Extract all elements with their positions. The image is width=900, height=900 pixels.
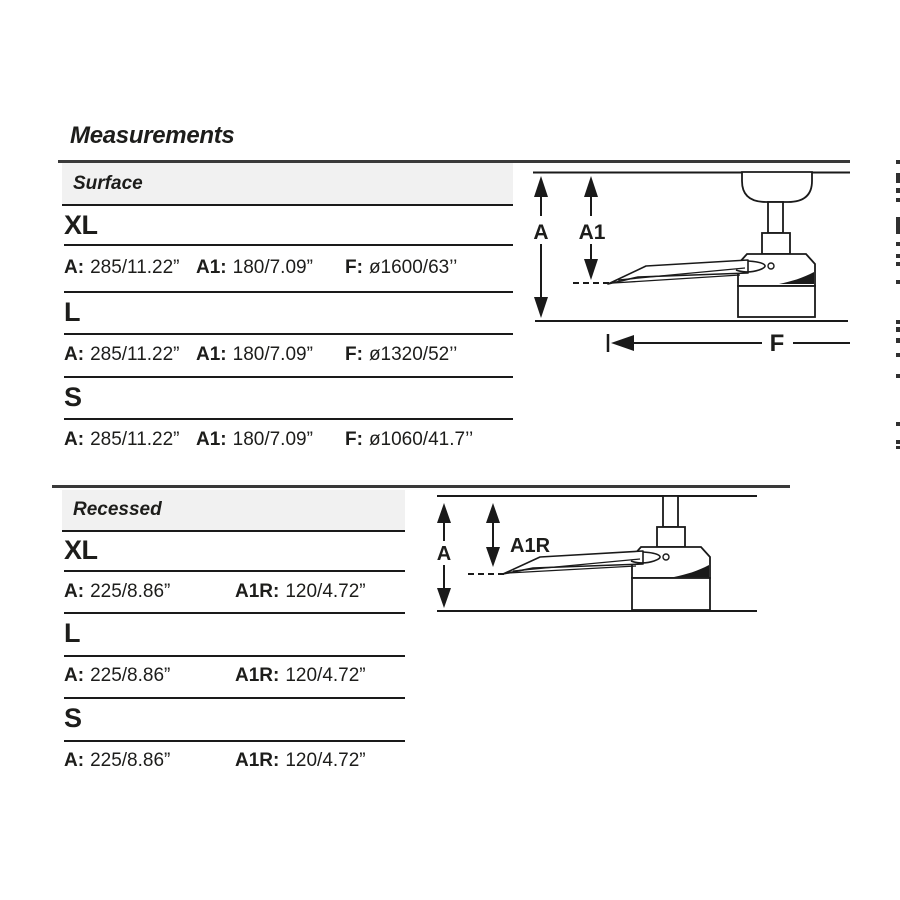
measurement (64, 665, 170, 687)
measurement (196, 257, 313, 279)
recessed-row-xl-values (62, 571, 405, 612)
cut-off-text-fragment (896, 198, 900, 202)
cut-off-text-fragment (896, 353, 900, 357)
recessed-row-s-values (62, 741, 405, 781)
cut-off-text-fragment (896, 173, 900, 183)
measurement (64, 581, 170, 603)
measurement (345, 257, 457, 279)
measurement (345, 344, 457, 366)
surface-section-title: Surface (73, 172, 143, 194)
ceiling-fan-surface-drawing (608, 172, 815, 317)
size-label: XL (64, 534, 98, 565)
measurement-value: 180/7.09” (232, 257, 313, 278)
cut-off-text-fragment (896, 338, 900, 343)
measurement (64, 750, 170, 772)
surface-row-xl-size (62, 206, 513, 244)
surface-mount-diagram (520, 150, 860, 362)
size-label: S (64, 703, 82, 733)
cut-off-text-fragment (896, 374, 900, 378)
canopy (742, 172, 812, 202)
measurement-label: A1R: (235, 580, 280, 602)
cut-off-text-fragment (896, 188, 900, 193)
measurement (235, 581, 366, 603)
cut-off-text-fragment (896, 217, 900, 234)
blade-hub-dot (663, 554, 669, 560)
cut-off-text-fragment (896, 262, 900, 266)
measurement-value: ø1320/52’’ (368, 344, 458, 365)
measurement-value: 120/4.72” (285, 750, 366, 771)
measurement-label: A: (64, 429, 85, 450)
cut-off-text-fragment (896, 254, 900, 258)
cut-off-text-fragment (896, 440, 900, 444)
measurement-value: 225/8.86” (90, 580, 171, 602)
recessed-row-xl-size (62, 532, 405, 568)
measurement-label: A1: (196, 429, 227, 450)
blade-hub-dot (768, 263, 774, 269)
measurement-value: 120/4.72” (285, 665, 366, 686)
measurement (64, 429, 180, 451)
dimension-label-a: A (436, 543, 452, 565)
downrod (768, 202, 783, 233)
size-label: XL (64, 209, 98, 240)
measurement-value: 120/4.72” (285, 580, 366, 602)
measurement-label: F: (345, 344, 363, 365)
dimension-label-a1r: A1R (510, 535, 551, 557)
recessed-row-s-size (62, 699, 405, 738)
measurement (196, 344, 313, 366)
measurement (64, 257, 180, 279)
measurement-value: 225/8.86” (90, 665, 171, 686)
measurement-label: F: (345, 429, 363, 450)
cut-off-text-fragment (896, 422, 900, 426)
measurement-label: A: (64, 344, 85, 365)
measurement-label: A: (64, 665, 85, 686)
measurement (235, 665, 366, 687)
surface-row-xl-values (62, 245, 513, 291)
dimension-label-a1: A1 (578, 221, 606, 244)
surface-row-l-size (62, 293, 513, 331)
measurement-label: A: (64, 750, 85, 771)
measurement-label: A1R: (235, 665, 280, 686)
surface-section-header (62, 163, 513, 204)
dimension-arrow-a (528, 176, 554, 318)
dimension-arrow-a1 (575, 176, 608, 280)
surface-row-s-values (62, 419, 513, 461)
size-label: S (64, 381, 82, 412)
motor-housing-body (738, 286, 815, 317)
measurement-value: 285/11.22” (90, 257, 180, 278)
measurement (345, 429, 473, 451)
measurement-value: 285/11.22” (90, 344, 180, 365)
recessed-row-l-size (62, 614, 405, 653)
rod-coupler (657, 527, 685, 547)
measurement-label: A: (64, 580, 85, 602)
dimension-arrow-f (608, 330, 850, 357)
recessed-row-l-values (62, 656, 405, 696)
size-label: L (64, 618, 80, 648)
measurement-label: A1: (196, 344, 227, 365)
measurement-value: 285/11.22” (90, 429, 180, 450)
measurement-value: ø1600/63’’ (368, 257, 458, 278)
recessed-mount-diagram (430, 488, 762, 623)
cut-off-text-fragment (896, 320, 900, 324)
measurement-label: A: (64, 257, 85, 278)
fan-blades (608, 260, 748, 284)
measurement-value: ø1060/41.7’’ (368, 429, 474, 450)
cut-off-text-fragment (896, 446, 900, 449)
measurement (196, 429, 313, 451)
page-title: Measurements (70, 122, 235, 149)
surface-row-l-values (62, 334, 513, 376)
cut-off-text-fragment (896, 160, 900, 164)
measurement-label: A1: (196, 257, 227, 278)
measurement-value: 180/7.09” (232, 344, 313, 365)
measurement (235, 750, 366, 772)
cut-off-text-fragment (896, 242, 900, 246)
measurement-label: A1R: (235, 750, 280, 771)
motor-housing-body (632, 578, 710, 610)
cut-off-text-fragment (896, 280, 900, 284)
size-label: L (64, 296, 80, 327)
measurement-label: F: (345, 257, 363, 278)
downrod (663, 496, 678, 527)
dimension-label-f: F (769, 330, 785, 357)
measurement-value: 180/7.09” (232, 429, 313, 450)
rod-coupler (762, 233, 790, 254)
surface-row-s-size (62, 378, 513, 416)
measurement (64, 344, 180, 366)
measurement-value: 225/8.86” (90, 750, 171, 771)
dimension-label-a: A (533, 221, 549, 244)
recessed-section-header (62, 490, 405, 530)
dimension-arrow-a (433, 503, 456, 608)
cut-off-text-fragment (896, 327, 900, 332)
recessed-section-title: Recessed (73, 499, 162, 520)
